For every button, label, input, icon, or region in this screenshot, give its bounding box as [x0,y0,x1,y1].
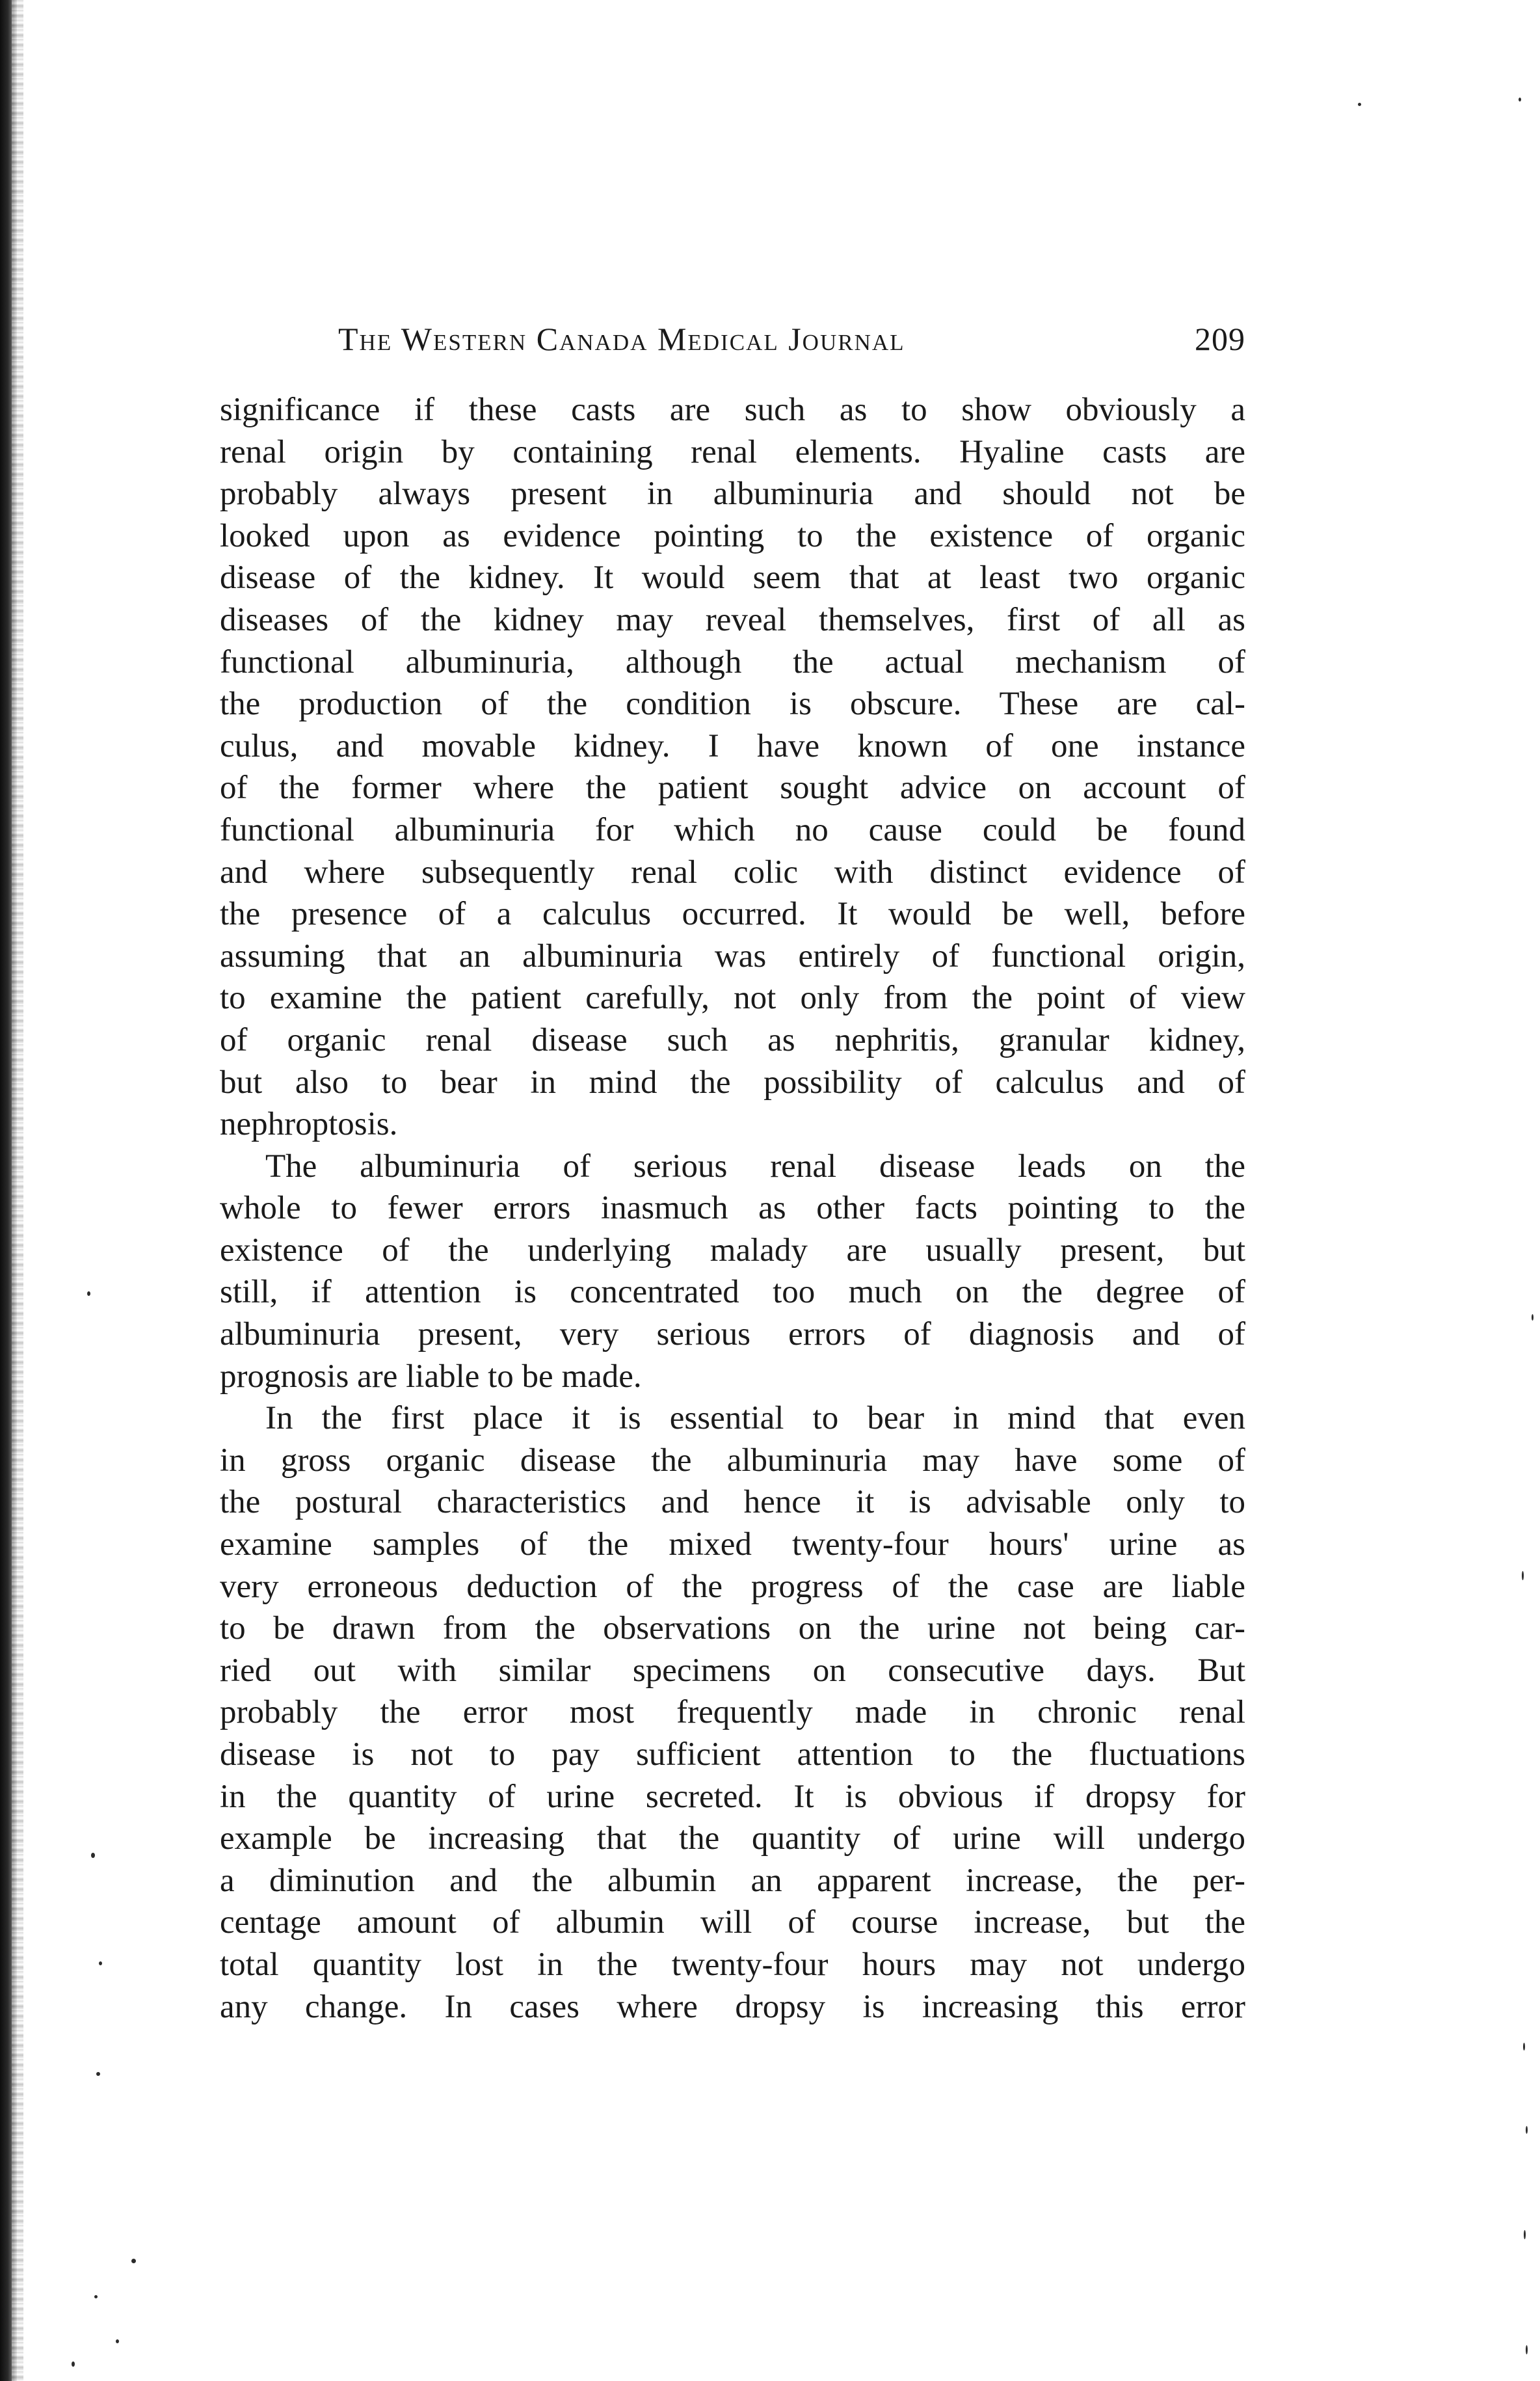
text-line: very erroneous deduction of the progress of the case are liable [220,1568,1245,1605]
scan-speck [99,1961,102,1965]
text-line: In the first place it is essential to bear in mind that even [265,1400,1245,1437]
scan-speck [1526,2126,1528,2134]
text-line: diseases of the kidney may reveal themselves, first of all as [220,601,1245,638]
text-line: albuminuria present, very serious errors of diagnosis and of [220,1316,1245,1353]
scan-speck [1519,98,1521,101]
text-line: nephroptosis. [220,1106,398,1143]
scan-speck [1358,103,1361,106]
page-number: 209 [1195,321,1245,357]
text-line: prognosis are liable to be made. [220,1358,642,1395]
text-line: a diminution and the albumin an apparent increase, the per- [220,1862,1245,1899]
scan-binding-noise [12,0,23,2381]
text-line: disease is not to pay sufficient attention to the fluctuations [220,1736,1245,1773]
text-line: of organic renal disease such as nephritis, granular kidney, [220,1021,1245,1058]
text-line: still, if attention is concentrated too much on the degree of [220,1274,1245,1311]
text-line: probably always present in albuminuria and should not be [220,476,1245,513]
text-line: examine samples of the mixed twenty-four hours' urine as [220,1526,1245,1563]
text-line: the production of the condition is obscure. These are cal- [220,686,1245,723]
text-line: probably the error most frequently made in chronic renal [220,1694,1245,1731]
text-line: to be drawn from the observations on the urine not being car- [220,1610,1245,1647]
text-line: of the former where the patient sought advice on account of [220,770,1245,807]
text-line: the postural characteristics and hence it is advisable only to [220,1484,1245,1521]
text-line: the presence of a calculus occurred. It would be well, before [220,896,1245,933]
scan-speck [116,2339,119,2343]
scan-speck [1532,1314,1533,1321]
text-line: example be increasing that the quantity of urine will undergo [220,1820,1245,1857]
text-line: looked upon as evidence pointing to the existence of organic [220,517,1245,554]
scan-speck [1522,1571,1524,1580]
scan-speck [131,2259,136,2263]
scan-speck [72,2361,75,2367]
scan-speck [1523,2043,1525,2051]
running-title: The Western Canada Medical Journal [338,321,905,357]
text-line: in the quantity of urine secreted. It is obvious if dropsy for [220,1778,1245,1815]
text-line: disease of the kidney. It would seem that at least two organic [220,559,1245,597]
text-line: ried out with similar specimens on consecutive days. But [220,1652,1245,1689]
scan-speck [96,2072,100,2076]
text-line: The albuminuria of serious renal disease leads on the [265,1148,1245,1185]
text-line: in gross organic disease the albuminuria may have some of [220,1442,1245,1479]
text-line: functional albuminuria for which no cause could be found [220,811,1245,848]
text-line: and where subsequently renal colic with distinct evidence of [220,854,1245,891]
body-text [220,389,1245,2028]
scan-speck [1524,2230,1526,2239]
text-line: functional albuminuria, although the actual mechanism of [220,643,1245,680]
text-line: to examine the patient carefully, not only from the point of view [220,980,1245,1017]
text-line: any change. In cases where dropsy is increasing this error [220,1988,1245,2025]
text-line: total quantity lost in the twenty-four hours may not undergo [220,1946,1245,1983]
text-line: significance if these casts are such as to show obviously a [220,392,1245,428]
text-line: whole to fewer errors inasmuch as other facts pointing to the [220,1190,1245,1227]
scan-speck [87,1291,90,1296]
text-line: centage amount of albumin will of course increase, but the [220,1904,1245,1941]
page-header [338,320,1245,372]
text-line: assuming that an albuminuria was entirely of functional origin, [220,937,1245,975]
scan-speck [91,1853,95,1858]
text-line: existence of the underlying malady are usually present, but [220,1231,1245,1269]
text-line: but also to bear in mind the possibility of calculus and of [220,1064,1245,1101]
scan-speck [1526,2345,1528,2354]
text-line: culus, and movable kidney. I have known of one instance [220,727,1245,764]
text-line: renal origin by containing renal elements. Hyaline casts are [220,433,1245,470]
scan-speck [94,2295,98,2298]
